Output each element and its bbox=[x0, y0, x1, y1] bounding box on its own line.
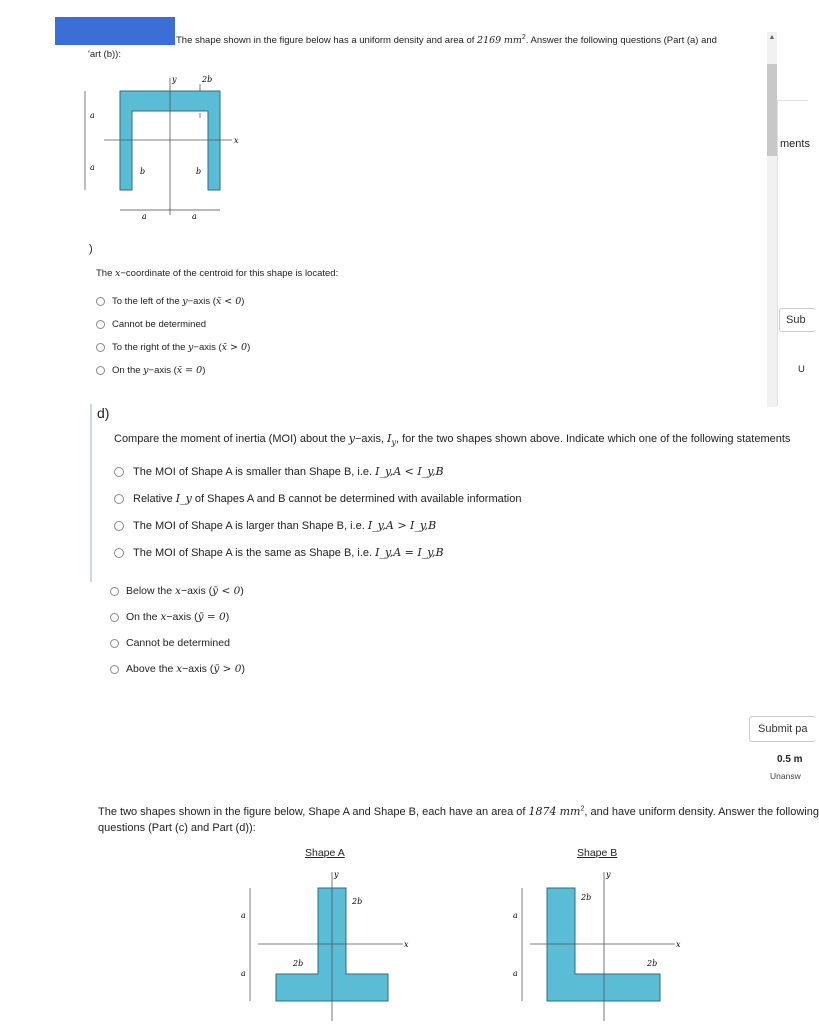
radio-button[interactable] bbox=[96, 297, 105, 306]
radio-button[interactable] bbox=[110, 639, 119, 648]
option-text: The MOI of Shape A is the same as Shape B, i.e. bbox=[133, 547, 376, 559]
x-axis-label: x bbox=[234, 136, 239, 145]
option-text: To the right of the bbox=[112, 342, 189, 353]
option-mid: −axis ( bbox=[187, 296, 216, 307]
option-end: ) bbox=[247, 342, 251, 353]
option-math: x̄ = 0 bbox=[176, 365, 203, 376]
part-a-option-3[interactable] bbox=[96, 342, 250, 353]
intro-unit: mm bbox=[559, 805, 581, 818]
part-cd-intro-line2: questions (Part (c) and Part (d)): bbox=[98, 822, 256, 834]
intro-text: The shape shown in the figure below has a uniform density and area of bbox=[176, 35, 478, 47]
part-d-border bbox=[90, 404, 92, 582]
intro-area: 2169 bbox=[477, 35, 502, 47]
scrollbar-thumb[interactable] bbox=[767, 64, 777, 156]
shape-b-a-top: a bbox=[513, 911, 518, 920]
option-math: x̄ < 0 bbox=[215, 296, 242, 307]
part-b-option-2[interactable] bbox=[110, 611, 229, 623]
part-b-option-4[interactable] bbox=[110, 663, 245, 675]
radio-button[interactable] bbox=[96, 320, 105, 329]
intro-sup: 2 bbox=[521, 34, 526, 41]
right-panel-ments: ments bbox=[780, 138, 810, 150]
shape-a-figure bbox=[238, 866, 418, 1024]
question-var: y bbox=[348, 432, 355, 445]
option-text: Cannot be determined bbox=[126, 637, 230, 649]
radio-button[interactable] bbox=[110, 587, 119, 596]
dim-2b-label: 2b bbox=[202, 75, 213, 84]
option-text: To the left of the bbox=[112, 296, 183, 307]
question-c: , for the two shapes shown above. Indicate which one of the following statements bbox=[396, 433, 791, 445]
dim-a-label-top: a bbox=[90, 111, 95, 120]
part-ab-intro bbox=[176, 34, 717, 46]
part-label-paren: ) bbox=[89, 243, 93, 255]
option-math: I_y bbox=[175, 492, 192, 505]
part-d-option-1[interactable] bbox=[114, 465, 444, 478]
option-var: x bbox=[176, 663, 183, 675]
option-text: On the bbox=[112, 365, 144, 376]
dim-a-label-right: a bbox=[192, 212, 197, 221]
part-a-option-2[interactable] bbox=[96, 319, 206, 330]
option-text: Cannot be determined bbox=[112, 319, 207, 330]
option-end: ) bbox=[241, 296, 245, 307]
shape-b-2b-bottom: 2b bbox=[647, 959, 658, 968]
shape-a-label: Shape A bbox=[305, 847, 345, 859]
option-end: ) bbox=[202, 365, 206, 376]
shape-b-y-label: y bbox=[606, 870, 611, 879]
dim-a-label-left: a bbox=[142, 212, 147, 221]
option-var: x bbox=[160, 611, 167, 623]
shape-a-2b-bottom: 2b bbox=[293, 959, 304, 968]
option-end: ) bbox=[240, 585, 244, 597]
option-var: y bbox=[182, 296, 188, 307]
part-d-option-3[interactable] bbox=[114, 519, 436, 532]
radio-button[interactable] bbox=[110, 613, 119, 622]
option-mid: −axis ( bbox=[166, 611, 198, 623]
part-a-option-1[interactable] bbox=[96, 296, 244, 307]
shape-a-2b-top: 2b bbox=[352, 897, 363, 906]
radio-button[interactable] bbox=[110, 665, 119, 674]
question-var: x bbox=[115, 268, 121, 279]
radio-button[interactable] bbox=[114, 467, 124, 477]
scroll-up-arrow[interactable]: ▲ bbox=[768, 34, 776, 41]
shape-b-2b-top: 2b bbox=[581, 893, 592, 902]
question-end: −coordinate of the centroid for this shape is located: bbox=[120, 268, 339, 279]
intro-unit: mm bbox=[503, 35, 522, 47]
option-math: I_y,A = I_y,B bbox=[375, 546, 444, 559]
option-text: The MOI of Shape A is larger than Shape B, i.e. bbox=[133, 520, 368, 532]
shape-b-x-label: x bbox=[676, 940, 681, 949]
intro-b: , and have uniform density. Answer the following bbox=[584, 806, 819, 818]
part-b-option-1[interactable] bbox=[110, 585, 244, 597]
shape-a-a-bottom: a bbox=[241, 969, 246, 978]
shape-b-label: Shape B bbox=[577, 847, 618, 859]
shape-a-a-top: a bbox=[241, 911, 246, 920]
intro-end: . Answer the following questions (Part (a) and bbox=[525, 35, 717, 47]
option-var: x bbox=[175, 585, 181, 597]
y-axis-label: y bbox=[172, 75, 177, 84]
shape-b-a-bottom: a bbox=[513, 969, 518, 978]
dim-a-label-bottom: a bbox=[90, 163, 95, 172]
option-mid: −axis ( bbox=[148, 365, 177, 376]
option-math: x̄ > 0 bbox=[221, 342, 248, 353]
shape-b bbox=[547, 888, 660, 1001]
question-sub: y bbox=[391, 438, 396, 448]
shape-a-x-label: x bbox=[404, 940, 409, 949]
part-ab-intro-line2: 'art (b)): bbox=[88, 49, 121, 60]
part-b-option-3[interactable] bbox=[110, 637, 230, 649]
option-mid: −axis ( bbox=[182, 663, 214, 675]
part-cd-intro bbox=[98, 805, 819, 818]
intro-a: The two shapes shown in the figure below, Shape A and Shape B, each have an area of bbox=[98, 806, 529, 818]
option-end: ) bbox=[241, 663, 245, 675]
option-var: y bbox=[188, 342, 194, 353]
dim-b-label-right: b bbox=[196, 167, 202, 176]
part-a-option-4[interactable] bbox=[96, 365, 205, 376]
radio-button[interactable] bbox=[114, 494, 124, 504]
right-panel-u: U bbox=[798, 364, 805, 375]
option-text: Below the bbox=[126, 585, 176, 597]
part-a-question bbox=[96, 268, 338, 279]
option-math: ȳ > 0 bbox=[213, 663, 242, 675]
shape-b-figure bbox=[510, 866, 695, 1024]
part-d-question bbox=[114, 432, 790, 447]
dim-b-label-left: b bbox=[140, 167, 146, 176]
submit-part-button[interactable]: Submit pa bbox=[749, 716, 816, 742]
intro-sup: 2 bbox=[580, 805, 585, 813]
header-block bbox=[55, 17, 175, 45]
option-math: ȳ = 0 bbox=[197, 611, 226, 623]
option-math: I_y,A < I_y,B bbox=[375, 465, 444, 478]
status-label: Unansw bbox=[770, 771, 801, 781]
option-text: The MOI of Shape A is smaller than Shape B, i.e. bbox=[133, 466, 376, 478]
marks-label: 0.5 m bbox=[777, 754, 803, 765]
u-shape-figure bbox=[82, 70, 262, 225]
option-tail: of Shapes A and B cannot be determined with available information bbox=[191, 493, 522, 505]
option-text: Relative bbox=[133, 493, 176, 505]
option-math: I_y,A > I_y,B bbox=[367, 519, 437, 532]
radio-button[interactable] bbox=[114, 521, 124, 531]
radio-button[interactable] bbox=[96, 366, 105, 375]
option-text: On the bbox=[126, 611, 161, 623]
right-submit-button[interactable]: Sub bbox=[779, 308, 816, 332]
option-text: Above the bbox=[126, 663, 177, 675]
radio-button[interactable] bbox=[96, 343, 105, 352]
option-var: y bbox=[143, 365, 149, 376]
part-d-option-2[interactable] bbox=[114, 492, 521, 505]
question-text: The bbox=[96, 268, 116, 279]
radio-button[interactable] bbox=[114, 548, 124, 558]
option-mid: −axis ( bbox=[180, 585, 213, 597]
question-math: I bbox=[387, 432, 392, 445]
option-end: ) bbox=[225, 611, 230, 623]
shape-a-y-label: y bbox=[334, 870, 339, 879]
question-a: Compare the moment of inertia (MOI) about the bbox=[114, 433, 349, 445]
part-d-label: d) bbox=[97, 405, 110, 421]
part-d-option-4[interactable] bbox=[114, 546, 444, 559]
intro-area: 1874 bbox=[528, 805, 557, 818]
question-b: −axis, bbox=[355, 433, 388, 445]
option-math: ȳ < 0 bbox=[212, 585, 241, 597]
option-mid: −axis ( bbox=[193, 342, 222, 353]
